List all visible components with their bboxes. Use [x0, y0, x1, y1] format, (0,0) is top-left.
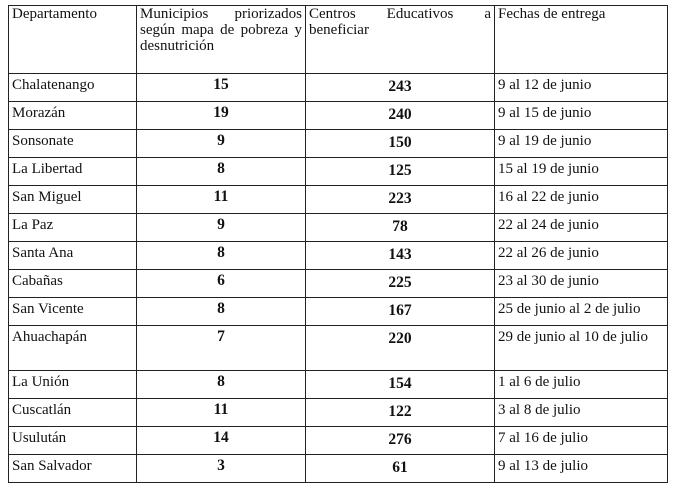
cell-fechas: 25 de junio al 2 de julio	[495, 298, 668, 326]
cell-centros: 61	[306, 455, 495, 483]
cell-fechas: 29 de junio al 10 de julio	[495, 326, 668, 371]
cell-fechas: 9 al 19 de junio	[495, 130, 668, 158]
table-row	[9, 455, 668, 483]
cell-departamento: Santa Ana	[9, 242, 137, 270]
cell-municipios: 3	[137, 455, 306, 483]
cell-fechas: 16 al 22 de junio	[495, 186, 668, 214]
cell-municipios: 14	[137, 427, 306, 455]
cell-fechas: 9 al 12 de junio	[495, 74, 668, 102]
cell-fechas: 22 al 24 de junio	[495, 214, 668, 242]
cell-municipios: 8	[137, 371, 306, 399]
cell-centros: 167	[306, 298, 495, 326]
cell-fechas: 23 al 30 de junio	[495, 270, 668, 298]
cell-municipios: 9	[137, 214, 306, 242]
cell-departamento: San Salvador	[9, 455, 137, 483]
cell-centros: 154	[306, 371, 495, 399]
table-row	[9, 158, 668, 186]
cell-municipios: 7	[137, 326, 306, 371]
cell-departamento: San Miguel	[9, 186, 137, 214]
cell-departamento: La Unión	[9, 371, 137, 399]
cell-centros: 220	[306, 326, 495, 371]
cell-centros: 143	[306, 242, 495, 270]
delivery-schedule-table	[8, 5, 668, 483]
cell-municipios: 9	[137, 130, 306, 158]
cell-fechas: 7 al 16 de julio	[495, 427, 668, 455]
table-row	[9, 270, 668, 298]
cell-centros: 78	[306, 214, 495, 242]
cell-centros: 276	[306, 427, 495, 455]
cell-fechas: 3 al 8 de julio	[495, 399, 668, 427]
table-row	[9, 242, 668, 270]
cell-centros: 223	[306, 186, 495, 214]
cell-fechas: 9 al 13 de julio	[495, 455, 668, 483]
cell-departamento: Chalatenango	[9, 74, 137, 102]
table-row	[9, 130, 668, 158]
cell-fechas: 15 al 19 de junio	[495, 158, 668, 186]
cell-centros: 243	[306, 74, 495, 102]
cell-departamento: La Libertad	[9, 158, 137, 186]
table-row	[9, 298, 668, 326]
header-fechas: Fechas de entrega	[495, 6, 668, 74]
table-row	[9, 399, 668, 427]
cell-municipios: 8	[137, 158, 306, 186]
cell-municipios: 11	[137, 399, 306, 427]
cell-departamento: Cabañas	[9, 270, 137, 298]
table-row	[9, 102, 668, 130]
table-row	[9, 326, 668, 371]
cell-departamento: San Vicente	[9, 298, 137, 326]
cell-centros: 122	[306, 399, 495, 427]
table-row	[9, 74, 668, 102]
cell-fechas: 9 al 15 de junio	[495, 102, 668, 130]
cell-municipios: 19	[137, 102, 306, 130]
cell-departamento: Usulután	[9, 427, 137, 455]
header-municipios: Municipios priorizados según mapa de pobreza y desnutrición	[137, 6, 306, 74]
cell-departamento: Ahuachapán	[9, 326, 137, 371]
cell-fechas: 22 al 26 de junio	[495, 242, 668, 270]
table-row	[9, 427, 668, 455]
cell-departamento: Sonsonate	[9, 130, 137, 158]
document-page	[8, 5, 678, 476]
header-centros: Centros Educativos a beneficiar	[306, 6, 495, 74]
cell-centros: 125	[306, 158, 495, 186]
cell-centros: 225	[306, 270, 495, 298]
table-row	[9, 186, 668, 214]
header-departamento: Departamento	[9, 6, 137, 74]
cell-departamento: La Paz	[9, 214, 137, 242]
cell-departamento: Morazán	[9, 102, 137, 130]
cell-centros: 150	[306, 130, 495, 158]
cell-municipios: 15	[137, 74, 306, 102]
table-header-row	[9, 6, 668, 74]
cell-municipios: 6	[137, 270, 306, 298]
cell-municipios: 8	[137, 298, 306, 326]
cell-fechas: 1 al 6 de julio	[495, 371, 668, 399]
table-row	[9, 371, 668, 399]
cell-municipios: 11	[137, 186, 306, 214]
cell-centros: 240	[306, 102, 495, 130]
cell-departamento: Cuscatlán	[9, 399, 137, 427]
cell-municipios: 8	[137, 242, 306, 270]
table-row	[9, 214, 668, 242]
